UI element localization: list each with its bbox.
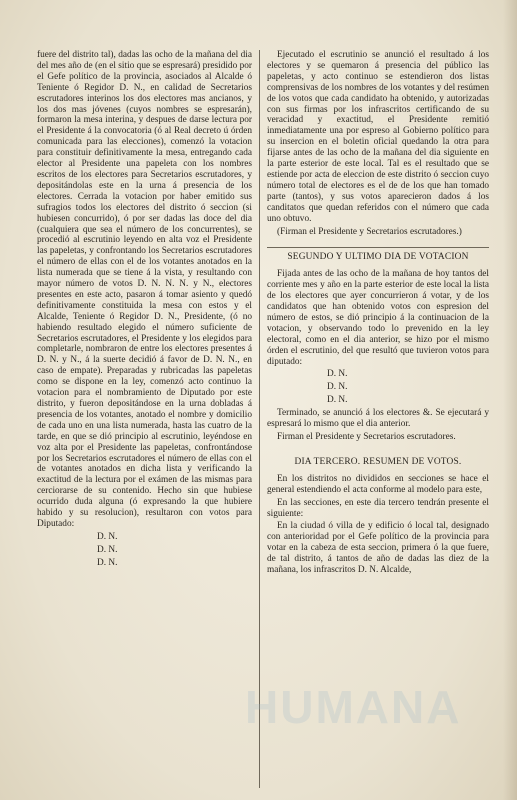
intro-paragraph: Ejecutado el escrutinio se anunció el resultado á los electores y se quemaron á presencia del público las papeletas, y acto continuo se estendieron dos listas comprensivas de los nombres de los votantes y del resúmen de los votos que cada candidato ha obtenido, y autorizadas con sus firmas por los infrascritos certificando de su veracidad y exactitud, el Presidente remitió inmediatamente una por espreso al Gobierno político para su insercion en el boletin oficial quedando la otra para fijarse antes de las ocho de la mañana del dia siguiente en la parte esterior de este local. Tal es el resultado que se estiende por acta de eleccion de este distrito ó seccion cuyo número total de electores es el de de los que han tomado parte (tantos), y sus votos aparecieron dados á los canditatos que quedan referidos con el número que cada uno obtuvo. bbox=[267, 50, 489, 224]
page-edge-shadow bbox=[503, 0, 517, 800]
candidate-line: D. N. bbox=[97, 557, 118, 568]
candidate-line: D. N. bbox=[97, 531, 118, 542]
left-paragraph: fuere del distrito tal), dadas las ocho de la mañana del dia del mes año de (en el sitio que se espresará) presidido por el Gefe político de la provincia, asociados al Alcalde ó Teniente ó Regidor D. N., en calidad de Secretarios escrutadores interinos los dos electores mas ancianos, y los dos mas jóvenes (cuyos nombres se espresarán), formaron la mesa interina, y despues de darse lectura por el Presidente á la convocatoria (ó al Real decreto ú órden comunicada para las elecciones), comenzó la votacion para constituir definitivamente la mesa, entregando cada elector al Presidente una papeleta con los nombres escritos de los electores para Secretarios escrutadores, y depositándolas este en la urna á presencia de los electores. Cerrada la votacion por haber emitido sus sufragios todos los electores del distrito ó seccion (si hubiesen concurrido), ó por ser dadas las doce del dia (cualquiera que sea el número de los concurrentes), se procedió al escrutinio leyendo en alta voz el Presidente las papeletas, y confrontando los Secretarios escrutadores el número de ellas con el de los votantes anotados en la lista numerada que se tiene á la vista, y resultando con mayor número de votos D. N. N. N. y N., electores presentes en este acto, pasaron á tomar asiento y quedó definitivamente constituida la mesa con estos y el Alcalde, Teniente ó Regidor D. N., Presidente, (ó no habiendo resultado elegido el número suficiente de Secretarios escrutadores, el Presidente y los elegidos para completarle, nombraron de entre los electores presentes á D. N. y N., á la suerte decidió á favor de D. N. N., en caso de empate). Preparadas y rubricadas las papeletas como se dispone en la ley, comenzó acto continuo la votacion para el nombramiento de Diputado por este distrito, y fueron depositándose en la urna dobladas á presencia de los votantes, anotado el nombre y domicilio de cada uno en una lista numerada, hasta las cuatro de la tarde, en que se dió principio al escrutinio, leyéndose en voz alta por el Presidente las papeletas, confrontándose por los Secretarios escrutadores el número de ellas con el de votantes anotados en dicha lista y verificando la exactitud de la lectura por el exámen de las mismas para cerciorarse de su contenido. Hecho sin que hubiese ocurrido duda alguna (ó expresando la que hubiere habido y su resolucion), resultaron con votos para Diputado: bbox=[37, 50, 252, 529]
left-column bbox=[37, 50, 252, 571]
column-divider bbox=[259, 50, 260, 788]
candidate-line: D. N. bbox=[327, 395, 348, 406]
candidate-list bbox=[37, 532, 252, 569]
right-column bbox=[267, 50, 489, 578]
section-heading: SEGUNDO Y ULTIMO DIA DE VOTACION bbox=[267, 247, 489, 263]
second-day-paragraph: Fijada antes de las ocho de la mañana de hoy tantos del corriente mes y año en la parte esterior de este local la lista de los electores que ayer concurrieron á votar, y de los candidatos que han obtenido votos con espresion del número de estos, se dió principio á la continuacion de la votacion, y observando todo lo prevenido en la ley electoral, como en el dia anterior, se hizo por el mismo órden el escrutinio, del que resultó que tuvieron votos para diputado: bbox=[267, 269, 489, 367]
candidate-list bbox=[267, 369, 489, 406]
candidate-line: D. N. bbox=[327, 382, 348, 393]
body-paragraph: En las secciones, en este dia tercero tendrán presente el siguiente: bbox=[267, 497, 489, 519]
candidate-line: D. N. bbox=[97, 544, 118, 555]
section-heading: DIA TERCERO. RESUMEN DE VOTOS. bbox=[294, 456, 462, 467]
body-paragraph: En la ciudad ó villa de y edificio ó local tal, designado con anterioridad por el Gefe político de la provincia para votar en la cabeza de esta seccion, primera ó la que fuere, de tal distrito, á tantos de año de dadas las diez de la mañana, los infrascritos D. N. Alcalde, bbox=[267, 521, 489, 576]
signature-note: Firman el Presidente y Secretarios escrutadores. bbox=[277, 432, 456, 442]
closing-paragraph: Terminado, se anunció á los electores &. Se ejecutará y espresará lo mismo que el dia anterior. bbox=[267, 408, 489, 430]
signature-note: (Firman el Presidente y Secretarios escrutadores.) bbox=[277, 226, 462, 237]
library-watermark: HUMANA bbox=[245, 681, 462, 733]
body-paragraph: En los distritos no divididos en secciones se hace el general estendiendo el acta conforme al modelo para este, bbox=[267, 473, 489, 495]
candidate-line: D. N. bbox=[327, 369, 348, 380]
